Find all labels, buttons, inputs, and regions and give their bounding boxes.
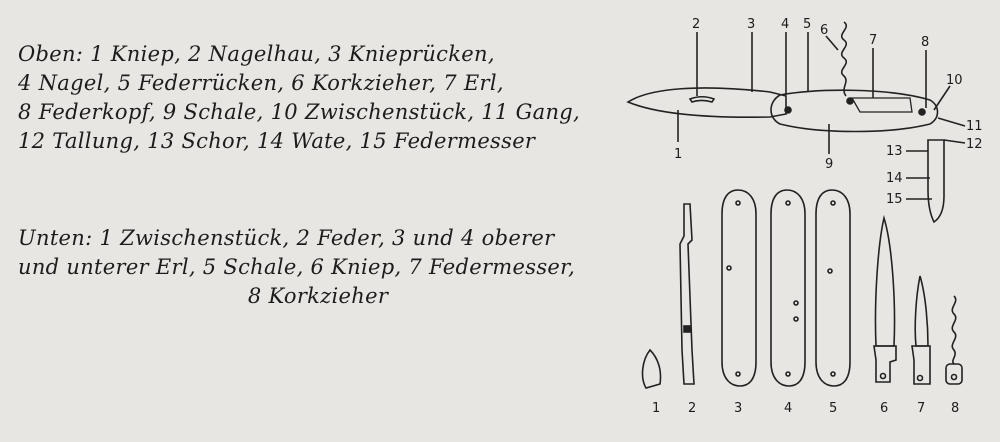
rivet-hole [918,376,923,381]
caption-top-line: 8 Federkopf, 9 Schale, 10 Zwischenstück, 11 Gang, [18,100,581,124]
caption-top-line: 12 Tallung, 13 Schor, 14 Wate, 15 Federmesser [18,129,536,153]
caption-top-line: 4 Nagel, 5 Federrücken, 6 Korkzieher, 7 Erl, [18,71,504,95]
label-bottom: 1 [652,401,661,416]
exploded-parts [643,190,962,416]
part-pen-blade-tang [912,346,930,384]
label-top: 6 [820,23,829,38]
rivet-hole [786,201,790,205]
label-top: 5 [803,17,812,32]
rivet [785,107,791,113]
part-upper-liner [722,190,756,386]
rivet-hole [828,269,832,273]
rivet-hole [831,372,835,376]
part-pen-blade [915,276,928,346]
label-bottom: 5 [829,401,838,416]
label-top: 4 [781,17,790,32]
part-spring [680,204,694,384]
caption-top-line: Oben: 1 Kniep, 2 Nagelhau, 3 Knieprücken, [18,42,495,66]
rivet-hole [952,375,957,380]
handle-scale [771,90,938,131]
part-main-blade [875,218,894,346]
rivet-hole [794,317,798,321]
nail-mark [690,97,714,102]
part-spring-notch [684,326,690,332]
label-top: 2 [692,17,701,32]
caption-bottom-line: 8 Korkzieher [247,284,389,308]
label-top: 7 [869,33,878,48]
label-bottom: 8 [951,401,960,416]
label-bottom: 2 [688,401,697,416]
pen-blade [928,140,944,222]
label-top: 13 [886,144,903,159]
label-bottom: 7 [917,401,926,416]
small-blade [852,98,912,112]
label-bottom: 4 [784,401,793,416]
caption-bottom-line: Unten: 1 Zwischenstück, 2 Feder, 3 und 4 oberer [18,226,555,250]
rivet [919,109,925,115]
label-top: 9 [825,157,834,172]
label-top: 14 [886,171,903,186]
label-bottom: 3 [734,401,743,416]
rivet [847,98,853,104]
rivet-hole [736,201,740,205]
caption-bottom-line: und unterer Erl, 5 Schale, 6 Kniep, 7 Federmesser, [18,255,576,279]
label-top: 11 [966,119,983,134]
leader-line [944,140,965,143]
rivet-hole [727,266,731,270]
corkscrew [842,22,847,96]
rivet-hole [794,301,798,305]
main-blade [628,88,786,117]
part-lower-liner [771,190,805,386]
label-top: 12 [966,137,983,152]
rivet-hole [881,374,886,379]
leader-line [826,36,838,50]
part-spacer [643,350,661,388]
part-scale [816,190,850,386]
label-bottom: 6 [880,401,889,416]
label-top: 1 [674,147,683,162]
rivet-hole [831,201,835,205]
label-top: 10 [946,73,963,88]
assembled-knife [628,17,983,222]
label-top: 8 [921,35,930,50]
part-corkscrew [952,296,955,364]
leader-line [938,118,965,126]
rivet-hole [736,372,740,376]
leader-line [934,86,950,110]
label-top: 3 [747,17,756,32]
label-top: 15 [886,192,903,207]
rivet-hole [786,372,790,376]
